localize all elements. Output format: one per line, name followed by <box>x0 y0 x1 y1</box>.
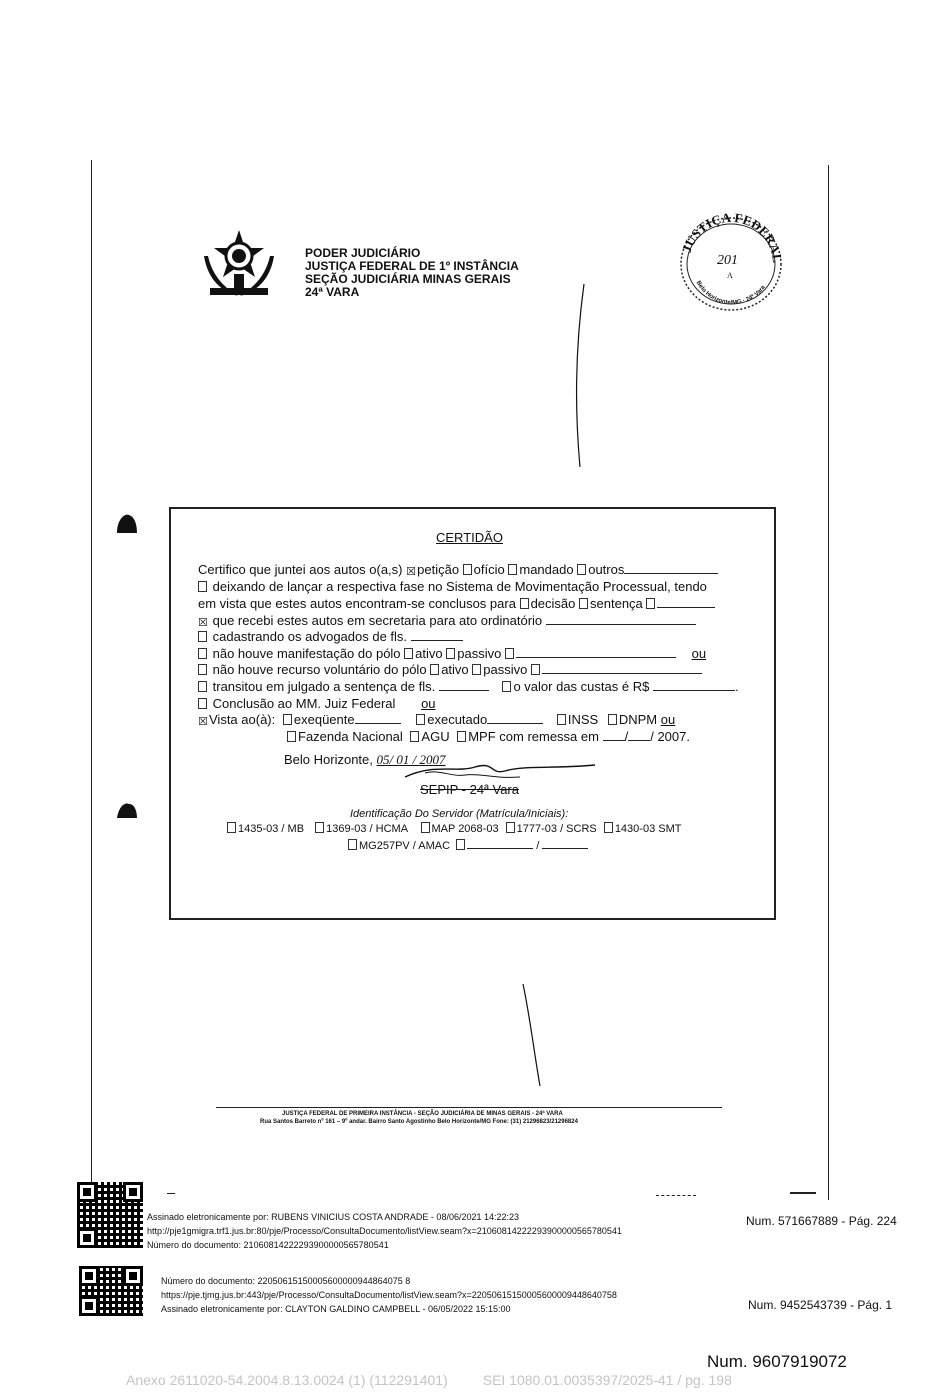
certidao-title: CERTIDÃO <box>436 530 503 545</box>
final-document-number: Num. 9607919072 <box>707 1352 847 1371</box>
checkbox-l6-ativo[interactable] <box>404 648 413 659</box>
checkbox-sentenca[interactable] <box>579 598 588 609</box>
stamp-bottom-text: Belo Horizonte/MG · 24ª Vara <box>694 280 767 307</box>
footer-rule <box>216 1107 722 1108</box>
blank-l4 <box>546 613 696 625</box>
checkbox-l6-outro[interactable] <box>505 648 514 659</box>
l9-text: Conclusão ao MM. Juiz Federal <box>212 696 396 711</box>
punch-mark-top <box>115 513 139 535</box>
blank-l3 <box>657 596 715 608</box>
l4-text: que recebi estes autos em secretaria para ato ordinatório <box>212 613 543 628</box>
checkbox-transitou[interactable] <box>198 681 207 692</box>
checkbox-exequente[interactable] <box>283 714 292 725</box>
checkbox-recurso[interactable] <box>198 664 207 675</box>
qr-code-1 <box>77 1182 143 1248</box>
l10-executado: executado <box>427 712 488 727</box>
srv1: 1435-03 / MB <box>238 823 305 835</box>
blank-l5 <box>411 629 463 641</box>
blank-custas <box>653 679 735 691</box>
certidao-line9 <box>198 696 436 712</box>
dash-artifact-1 <box>167 1193 175 1194</box>
sig2-docnum: Número do documento: 22050615150005600000944864075 8 <box>161 1276 411 1286</box>
l11-year: / 2007. <box>650 729 690 744</box>
header-line2: JUSTIÇA FEDERAL DE 1º INSTÂNCIA <box>305 259 519 273</box>
checkbox-outros[interactable] <box>577 564 586 575</box>
l8-text: transitou em julgado a sentença de fls. <box>212 679 436 694</box>
stamp-top-text: JUSTIÇA FEDERAL <box>678 212 786 264</box>
checkbox-deixando[interactable] <box>198 581 207 592</box>
blank-srv7b <box>542 837 588 849</box>
l8-dot: . <box>734 679 739 694</box>
l1-mandado: mandado <box>519 562 574 577</box>
checkbox-cadastrando[interactable] <box>198 631 207 642</box>
checkbox-vista-checked[interactable]: ☒ <box>198 716 208 728</box>
l1-oficio: ofício <box>473 562 505 577</box>
checkbox-agu[interactable] <box>410 731 419 742</box>
checkbox-manifestacao[interactable] <box>198 648 207 659</box>
servidores-line2 <box>348 837 588 854</box>
blank-exequente <box>355 712 401 724</box>
l5-text: cadastrando os advogados de fls. <box>212 629 408 644</box>
sig1-docnum: Número do documento: 21060814222293900000565780541 <box>147 1240 389 1250</box>
checkbox-srv2[interactable] <box>315 822 324 833</box>
coat-of-arms-icon <box>198 226 280 306</box>
checkbox-decisao[interactable] <box>520 598 529 609</box>
sig1-num: Num. 571667889 - Pág. 224 <box>746 1214 897 1228</box>
checkbox-srv7[interactable] <box>456 839 465 850</box>
svg-text:Belo Horizonte/MG · 24ª Vara <box>695 280 767 306</box>
certidao-line7 <box>198 662 702 678</box>
checkbox-outro[interactable] <box>646 598 655 609</box>
l3-decisao: decisão <box>530 596 576 611</box>
checkbox-srv5[interactable] <box>604 822 613 833</box>
l11-fazenda: Fazenda Nacional <box>298 729 403 744</box>
pen-stroke-top <box>570 282 590 472</box>
stamp-sub: A <box>727 271 733 280</box>
srv2: 1369-03 / HCMA <box>326 823 408 835</box>
right-margin-line <box>828 165 829 1200</box>
srv6: MG257PV / AMAC <box>359 840 451 852</box>
checkbox-peticao-checked[interactable]: ☒ <box>406 566 416 578</box>
checkbox-fazenda[interactable] <box>287 731 296 742</box>
checkbox-conclusao[interactable] <box>198 698 207 709</box>
punch-mark-bottom <box>115 800 139 822</box>
l11-mpf: MPF com remessa em <box>468 729 599 744</box>
l6-passivo: passivo <box>457 646 502 661</box>
l6-ativo: ativo <box>415 646 443 661</box>
srv7-sep: / <box>536 840 540 852</box>
certidao-line1 <box>198 562 718 578</box>
blank-executado <box>487 712 543 724</box>
date-value: 05/ 01 / 2007 <box>376 752 446 767</box>
l6-text: não houve manifestação do pólo <box>212 646 401 661</box>
checkbox-oficio[interactable] <box>463 564 472 575</box>
l3-sentenca: sentença <box>590 596 643 611</box>
l10-inss: INSS <box>567 712 599 727</box>
blank-outros <box>624 562 718 574</box>
sig1-url[interactable]: http://pje1gmigra.trf1.jus.br:80/pje/Processo/ConsultaDocumento/listView.seam?x=21060814222293900000565780541 <box>147 1226 622 1236</box>
sig2-url[interactable]: https://pje.tjmg.jus.br:443/pje/Processo/ConsultaDocumento/listView.seam?x=22050615150005600009448640758 <box>161 1290 617 1300</box>
sig1-signed-by: Assinado eletronicamente por: RUBENS VINICIUS COSTA ANDRADE - 08/06/2021 14:22:23 <box>147 1212 520 1222</box>
dash-artifact-2 <box>656 1195 696 1197</box>
blank-fls <box>439 679 489 691</box>
blank-day <box>603 729 625 741</box>
srv4: 1777-03 / SCRS <box>516 823 597 835</box>
l10-text: Vista ao(à): <box>209 712 276 727</box>
checkbox-executado[interactable] <box>416 714 425 725</box>
l6-ou: ou <box>691 646 707 661</box>
srv3: MAP 2068-03 <box>431 823 499 835</box>
certidao-line6 <box>198 646 706 662</box>
checkbox-srv4[interactable] <box>506 822 515 833</box>
checkbox-l6-passivo[interactable] <box>446 648 455 659</box>
servidores-line1 <box>227 821 681 837</box>
l1-text: Certifico que juntei aos autos o(a,s) <box>198 562 403 577</box>
sig2-signed-by: Assinado eletronicamente por: CLAYTON GALDINO CAMPBELL - 06/05/2022 15:15:00 <box>161 1304 511 1314</box>
left-margin-line <box>91 160 92 1220</box>
checkbox-dnpm[interactable] <box>608 714 617 725</box>
l10-dnpm: DNPM <box>618 712 658 727</box>
header-line3: SEÇÃO JUDICIÁRIA MINAS GERAIS <box>305 272 511 286</box>
stamp-number: 201 <box>717 253 738 268</box>
checkbox-recebi-checked[interactable]: ☒ <box>198 617 208 629</box>
certidao-line3 <box>198 596 715 612</box>
blank-month <box>628 729 650 741</box>
pen-stroke-bottom <box>520 982 550 1092</box>
checkbox-mandado[interactable] <box>508 564 517 575</box>
l8-custas: o valor das custas é R$ <box>513 679 650 694</box>
checkbox-srv1[interactable] <box>227 822 236 833</box>
ident-label: Identificação Do Servidor (Matrícula/Iniciais): <box>350 808 569 820</box>
l9-ou: ou <box>421 696 436 711</box>
blank-l6 <box>516 646 676 658</box>
certidao-line4 <box>198 613 696 629</box>
checkbox-srv3[interactable] <box>421 822 430 833</box>
checkbox-inss[interactable] <box>557 714 566 725</box>
l7-passivo: passivo <box>483 662 528 677</box>
l1-outros: outros <box>588 562 625 577</box>
justica-federal-stamp <box>675 212 787 312</box>
blank-srv7a <box>467 837 533 849</box>
header-line4: 24ª VARA <box>305 285 360 299</box>
certidao-line2 <box>198 579 707 595</box>
l2-text: deixando de lançar a respectiva fase no Sistema de Movimentação Processual, tendo <box>212 579 707 594</box>
checkbox-srv6[interactable] <box>348 839 357 850</box>
l7-ativo: ativo <box>441 662 469 677</box>
certidao-line8 <box>198 679 739 695</box>
checkbox-l7-ativo[interactable] <box>430 664 439 675</box>
l11-agu: AGU <box>421 729 450 744</box>
srv5: 1430-03 SMT <box>614 823 682 835</box>
l10-exequente: exeqüente <box>293 712 355 727</box>
blank-l7 <box>542 662 702 674</box>
l3-text: em vista que estes autos encontram-se conclusos para <box>198 596 516 611</box>
certidao-line11: Fazenda Nacional AGU MPF com remessa em / / 2007. <box>287 729 690 745</box>
sepip-label: SEPIP - 24ª Vara <box>420 782 519 797</box>
dash-artifact-3 <box>790 1192 816 1194</box>
date-label: Belo Horizonte, <box>284 752 373 767</box>
l10-ou: ou <box>660 712 676 727</box>
header-line1: PODER JUDICIÁRIO <box>305 246 421 260</box>
checkbox-l7-passivo[interactable] <box>472 664 481 675</box>
checkbox-mpf[interactable] <box>457 731 466 742</box>
certidao-line10 <box>198 712 675 728</box>
sig2-num: Num. 9452543739 - Pág. 1 <box>748 1298 893 1312</box>
l7-text: não houve recurso voluntário do pólo <box>212 662 427 677</box>
l1-peticao: petição <box>417 562 460 577</box>
qr-code-2 <box>79 1266 143 1316</box>
anexo-sei-watermark: Anexo 2611020-54.2004.8.13.0024 (1) (112291401) SEI 1080.01.0035397/2025-41 / pg. 198 <box>126 1372 732 1388</box>
footer-line1: JUSTIÇA FEDERAL DE PRIMEIRA INSTÂNCIA - SEÇÃO JUDICIÁRIA DE MINAS GERAIS - 24ª VARA <box>282 1111 563 1117</box>
checkbox-l7-outro[interactable] <box>531 664 540 675</box>
court-header <box>305 247 519 299</box>
checkbox-custas[interactable] <box>502 681 511 692</box>
footer-line2: Rua Santos Barreto nº 161 – 9º andar. Bairro Santo Agostinho Belo Horizonte/MG Fone: (31) 21296823/21296824 <box>260 1119 578 1125</box>
certidao-line5 <box>198 629 463 645</box>
